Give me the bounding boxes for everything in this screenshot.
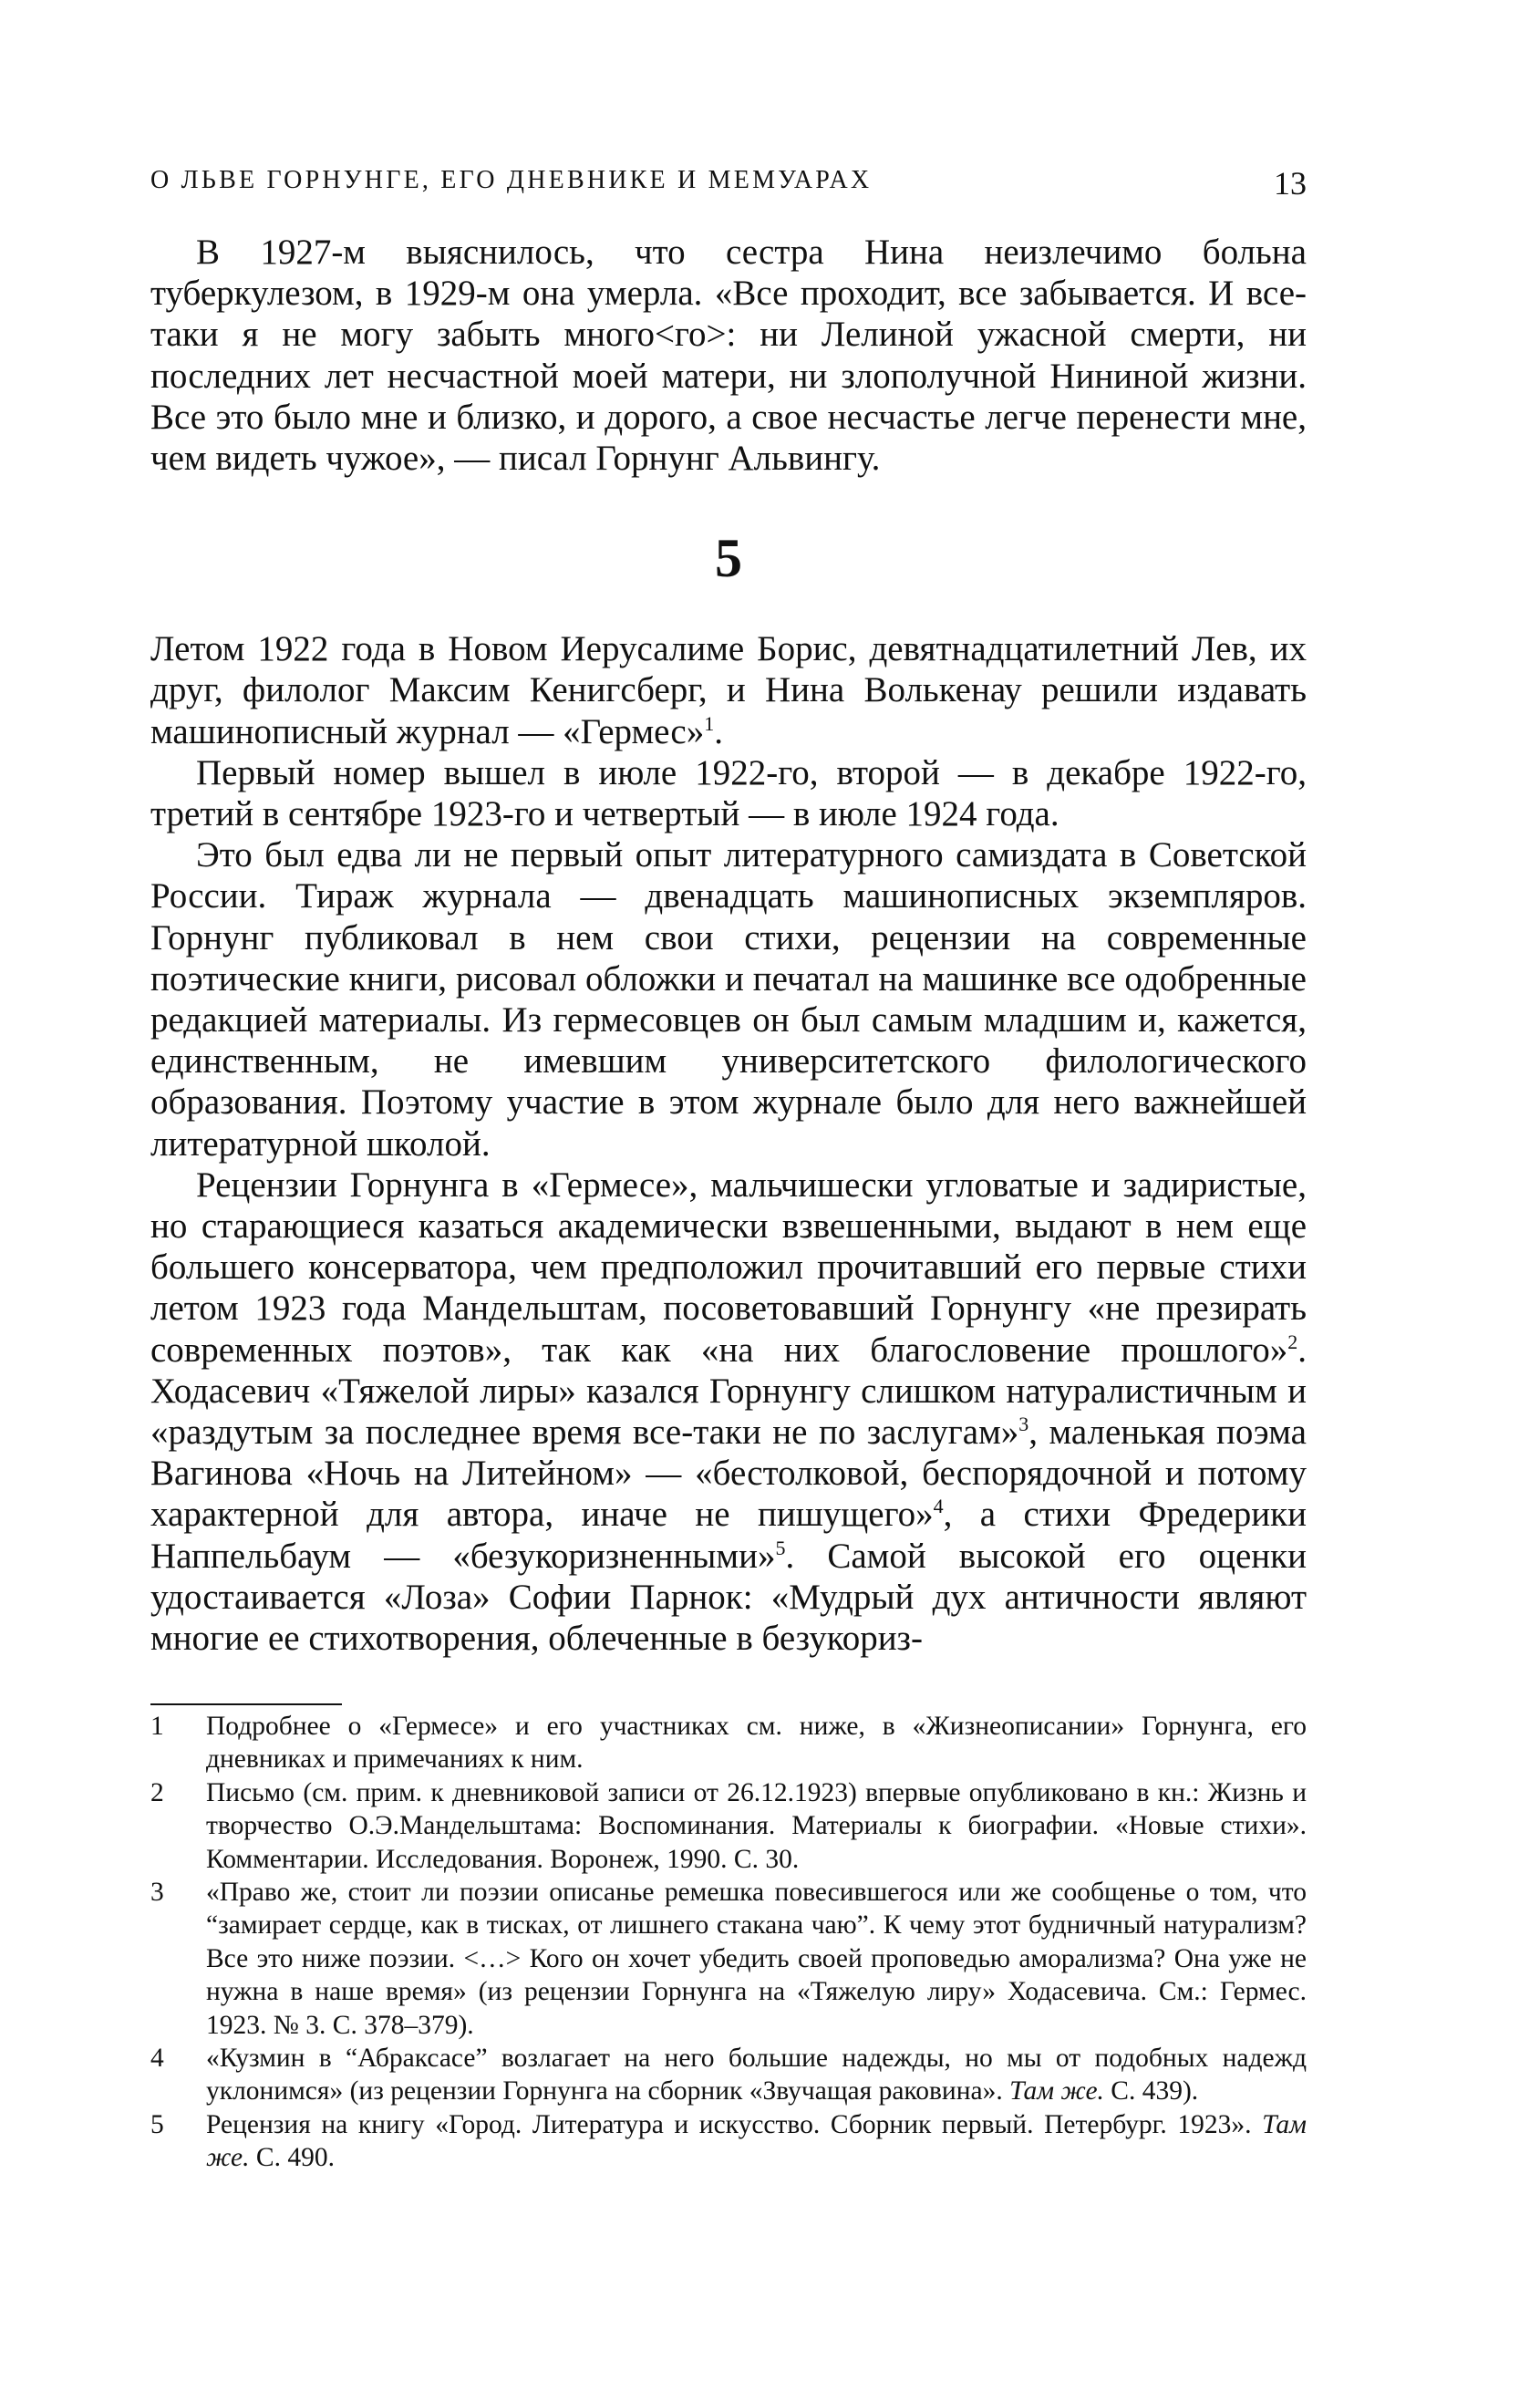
footnote-number: 1 (150, 1712, 164, 1741)
footnote (150, 1776, 1307, 1876)
footnote-number: 2 (150, 1777, 164, 1807)
footnote-text: Рецензия на книгу «Город. Литература и искусство. Сборник первый. Петербург. 1923». Там же. С. 490. (206, 2109, 1307, 2173)
footnote-number: 5 (150, 2109, 164, 2139)
footnote-text: Письмо (см. прим. к дневниковой записи от 26.12.1923) впервые опубликовано в кн.: Жизнь и творчество О.Э.Мандельштама: Воспоминания. Материалы к биографии. «Новые стихи». Комментарии. Исследования. Воронеж, 1990. С. 30. (206, 1777, 1307, 1874)
running-title: О ЛЬВЕ ГОРНУНГЕ, ЕГО ДНЕВНИКЕ И МЕМУАРАХ (150, 166, 873, 194)
footnote-ref: 1 (704, 711, 715, 735)
footnote-text: «Право же, стоит ли поэзии описанье ремешка повесившегося или же сообщенье о том, что “замирает сердце, как в тисках, от лишнего стакана чаю”. К чему этот будничный натурализм? Все это ниже поэзии. <…> Кого он хочет убедить своей проповедью аморализма? Она уже не нужна в наше время» (из рецензии Горнунга на «Тяжелую лиру» Ходасевича. См.: Гермес. 1923. № 3. С. 378–379). (206, 1878, 1307, 2040)
paragraph: Это был едва ли не первый опыт литературного самиздата в Советской России. Тираж журнала — двенадцать машинописных экземпляров. Горнунг публиковал в нем свои стихи, рецензии на современные поэтические книги, рисовал обложки и печатал на машинке все одобренные редакцией материалы. Из гермесовцев он был самым младшим и, кажется, единственным, не имевшим университетского филологического образования. Поэтому участие в этом журнале было для него важнейшей литературной школой. (150, 835, 1307, 1164)
body-text (150, 232, 1307, 1659)
page-number: 13 (1274, 165, 1307, 202)
footnote (150, 2108, 1307, 2175)
footnote-divider (150, 1703, 342, 1705)
footnote-ref: 2 (1287, 1330, 1298, 1353)
footnote (150, 1876, 1307, 2042)
footnote (150, 2042, 1307, 2108)
footnote-number: 3 (150, 1878, 164, 1908)
paragraph: Летом 1922 года в Новом Иерусалиме Борис, девятнадцатилетний Лев, их друг, филолог Максим Кенигсберг, и Нина Волькенау решили издавать машинописный журнал — «Гермес»$^1$. (150, 629, 1307, 751)
footnote-number: 4 (150, 2044, 164, 2074)
footnote (150, 1710, 1307, 1776)
footnote-ref: 4 (933, 1495, 944, 1518)
paragraph: Первый номер вышел в июле 1922-го, второй — в декабре 1922-го, третий в сентябре 1923-го и четвертый — в июле 1924 года. (150, 752, 1307, 834)
footnote-ref: 5 (775, 1536, 786, 1559)
footnote-text: Подробнее о «Гермесе» и его участниках см. ниже, в «Жизнеописании» Горнунга, его дневниках и примечаниях к ним. (206, 1712, 1307, 1775)
footnotes (150, 1710, 1307, 2175)
footnote-text: «Кузмин в “Абраксасе” возлагает на него большие надежды, но мы от подобных надежд уклонимся» (из рецензии Горнунга на сборник «Звучащая раковина». Там же. С. 439). (206, 2044, 1307, 2106)
section-number: 5 (715, 528, 742, 589)
footnote-ref: 3 (1018, 1413, 1029, 1436)
paragraph: Рецензии Горнунга в «Гермесе», мальчишески угловатые и задиристые, но старающиеся казаться академически взвешенными, выдают в нем еще большего консерватора, чем предположил прочитавший его первые стихи летом 1923 года Мандельштам, посоветовавший Горнунгу «не презирать современных поэтов», так как «на них благословение прошлого»$^2$. Ходасевич «Тяжелой лиры» казался Горнунгу слишком натуралистичным и «раздутым за последнее время все-таки не по заслугам»$^3$, маленькая поэма Вагинова «Ночь на Литейном» — «бестолковой, беспорядочной и потому характерной для автора, иначе не пишущего»$^4$, а стихи Фредерики Наппельбаум — «безукоризненными»$^5$. Самой высокой его оценки удостаивается «Лоза» Софии Парнок: «Мудрый дух античности являют многие ее стихотворения, облеченные в безукориз- (150, 1164, 1307, 1659)
running-head (150, 164, 1307, 201)
paragraph: В 1927-м выяснилось, что сестра Нина неизлечимо больна туберкулезом, в 1929-м она умерла. «Все проходит, все забывается. И все-таки я не могу забыть много<го>: ни Лелиной ужасной смерти, ни последних лет несчастной моей матери, ни злополучной Нининой жизни. Все это было мне и близко, и дорого, а свое несчастье легче перенести мне, чем видеть чужое», — писал Горнунг Альвингу. (150, 233, 1307, 479)
